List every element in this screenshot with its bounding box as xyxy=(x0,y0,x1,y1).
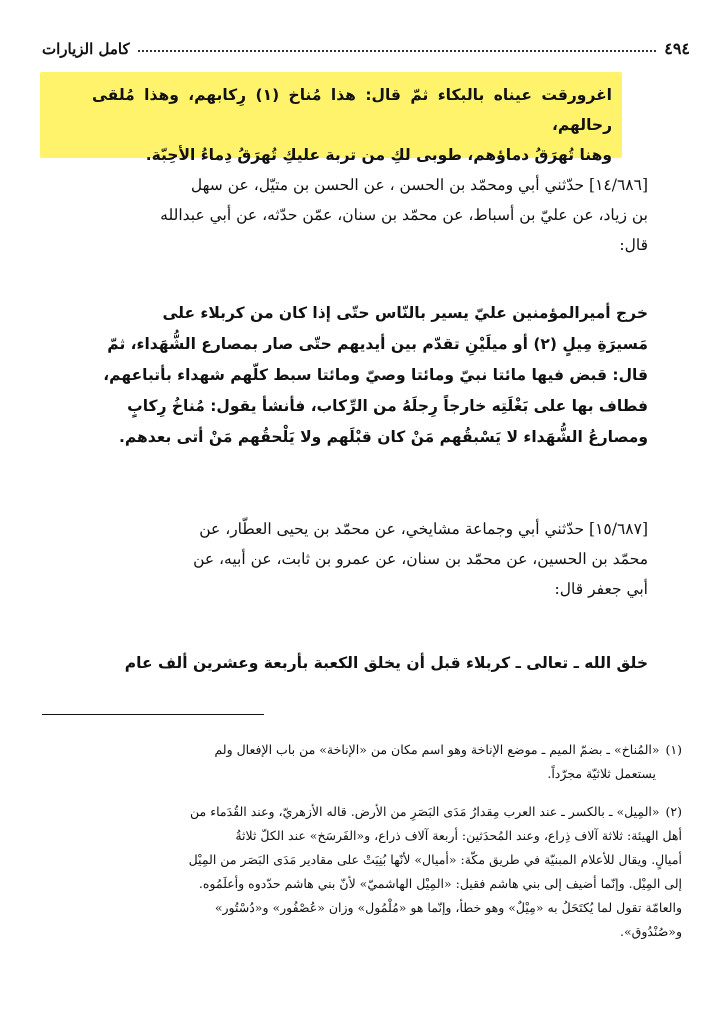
page-number: ٤٩٤ xyxy=(664,39,690,58)
narration-line: أبي جعفر قال: xyxy=(554,580,648,598)
footnote-line: يستعمل ثلاثيّة مجرّداً. xyxy=(547,766,656,781)
hadith-line: خلق الله ـ تعالى ـ كربلاء قبل أن يخلق الكعبة بأربعة وعشرين ألف عام xyxy=(124,654,648,672)
footnote-line: «المِيل» ـ بالكسر ـ عند العرب مِقدارُ مَدَى البَصَرِ من الأرض. قاله الأزهريّ، وعند القُدَماء من xyxy=(190,804,660,819)
footnote-number: (١) xyxy=(665,742,682,757)
hadith-line: ومصارعُ الشُّهَداء لا يَسْبقُهم مَنْ كان قبْلَهم ولا يَلْحقُهم مَنْ أتى بعدهم. xyxy=(118,428,648,446)
footnote-line: أهل الهيئة: ثلاثة آلاف ذِراع، وعند المُحدَثين: أربعة آلاف ذراع، و«الفَرسَخ» عند الكلّ ثلاثةُ xyxy=(235,828,682,843)
narration-line: [١٤/٦٨٦] حدّثني أبي ومحمّد بن الحسن ، عن الحسن بن متيّل، عن سهل xyxy=(190,176,648,194)
hadith-text-2 xyxy=(40,648,648,679)
hadith-line: قال: قبض فيها مائتا نبيّ ومائتا وصيّ ومائتا سبط كلّهم شهداء بأتباعهم، xyxy=(103,366,648,384)
footnote-line: أميالٍ. ويقال للأعلام المبنيّة في طريق مكّة: «أميال» لأنّها بُنِيَتْ على مقادير مَدَى البَصَر من المِيْل xyxy=(188,852,682,867)
running-header xyxy=(42,18,690,58)
footnote-line: «المُناخ» ـ بضمّ الميم ـ موضع الإناخة وهو اسم مكان من «الإناخة» من باب الإفعال ولم xyxy=(214,742,660,757)
highlighted-passage xyxy=(92,80,612,170)
highlight-line: اغرورقت عيناه بالبكاء ثمّ قال: هذا مُناخ (١) رِكابهم، وهذا مُلقى رحالهم، xyxy=(92,86,612,134)
hadith-line: فطاف بها على بَغْلَتِه خارجاً رِجلَهُ من الرِّكاب، فأنشأ يقول: مُناخُ رِكابٍ xyxy=(127,397,648,415)
narration-chain-2 xyxy=(40,514,648,604)
footnote-2 xyxy=(40,800,682,944)
hadith-line: مَسيرَةِ مِيلٍ (٢) أو ميلَيْنِ تقدّم بين أيديهم حتّى صار بمصارع الشُّهَداء، ثمّ xyxy=(107,335,648,353)
footnote-line: إلى المِيْل. وإنّما أضيف إلى بني هاشم فقيل: «المِيْل الهاشميّ» لأنّ بني هاشم حدّدوه وأعلَمُوه. xyxy=(198,876,682,891)
narration-chain-1 xyxy=(40,170,648,260)
highlight-line: وهنا تُهرَقُ دماؤهم، طوبى لكِ من تربة عليكِ تُهرَقُ دِماءُ الأحِبّة. xyxy=(145,146,612,164)
narration-line: محمّد بن الحسين، عن محمّد بن سنان، عن عمرو بن ثابت، عن أبيه، عن xyxy=(193,550,648,568)
narration-line: [١٥/٦٨٧] حدّثني أبي وجماعة مشايخي، عن محمّد بن يحيى العطّار، عن xyxy=(199,520,648,538)
narration-line: بن زياد، عن عليّ بن أسباط، عن محمّد بن سنان، عمّن حدّثه، عن أبي عبدالله xyxy=(160,206,648,224)
footnote-line: والعامّة تقول لما يُكتَحَلُ به «مِيْلٌ» وهو خطأ، وإنّما هو «مُلْمُول» وزان «عُصْفُور» و«دُسْتُور» xyxy=(214,900,682,915)
book-title: كامل الزيارات xyxy=(42,40,130,58)
hadith-line: خرج أميرالمؤمنين عليّ يسير بالنّاس حتّى إذا كان من كربلاء على xyxy=(162,304,648,322)
footnote-number: (٢) xyxy=(665,804,682,819)
footnote-separator xyxy=(42,714,264,715)
hadith-text-1 xyxy=(40,298,648,453)
narration-line: قال: xyxy=(619,236,648,254)
header-dotted-rule xyxy=(138,50,657,52)
footnote-1 xyxy=(40,738,682,786)
footnote-line: و«صُنْدُوق». xyxy=(620,924,682,939)
